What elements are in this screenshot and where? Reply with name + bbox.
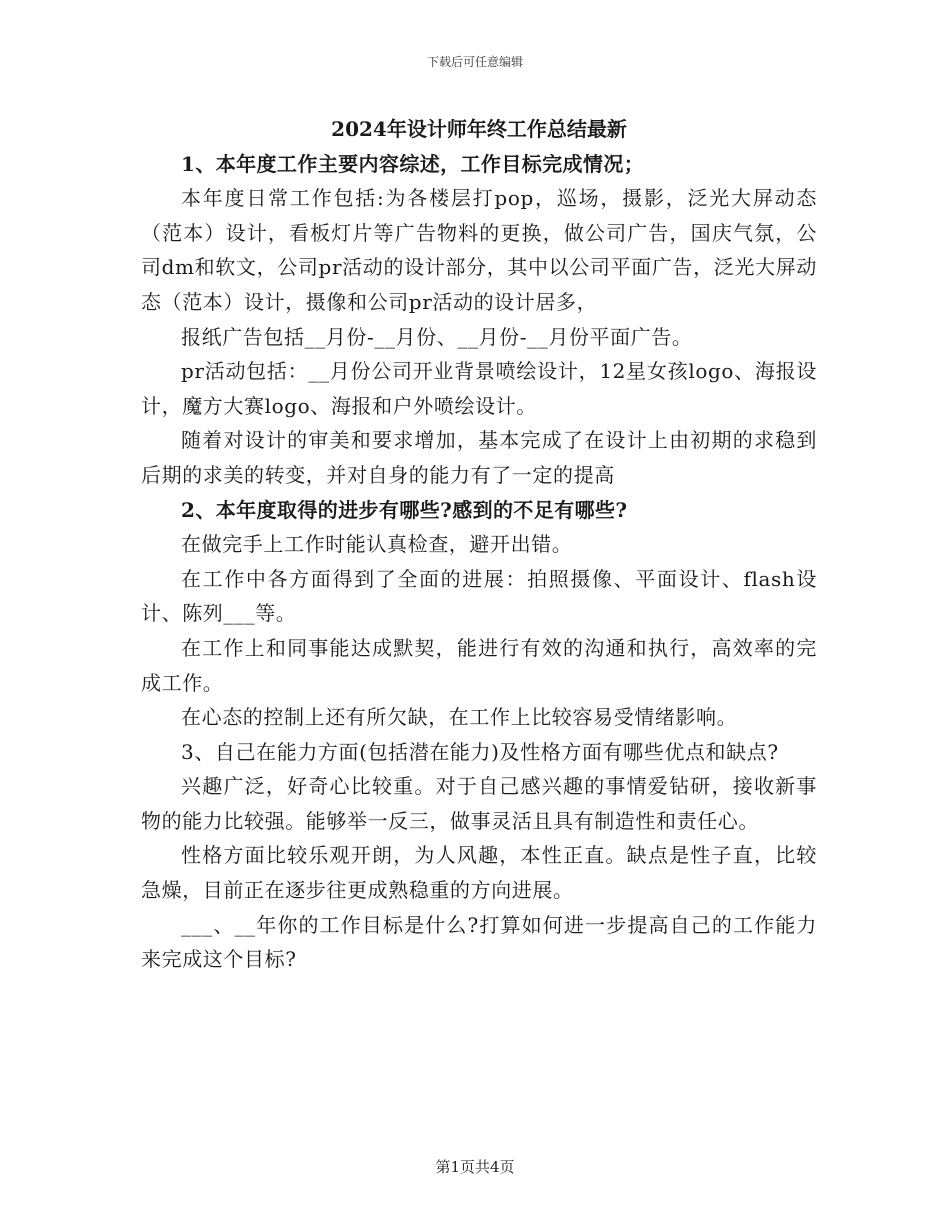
paragraph-pr-activities: pr活动包括：__月份公司开业背景喷绘设计，12星女孩logo、海报设计，魔方大赛logo、海报和户外喷绘设计。 — [141, 359, 817, 418]
paragraph-shortcoming: 在心态的控制上还有所欠缺，在工作上比较容易受情绪影响。 — [181, 705, 738, 730]
paragraph-teamwork: 在工作上和同事能达成默契，能进行有效的沟通和执行，高效率的完成工作。 — [141, 635, 817, 695]
paragraph-design-improvement: 随着对设计的审美和要求增加，基本完成了在设计上由初期的求稳到后期的求美的转变，并对自身的能力有了一定的提高 — [141, 428, 817, 487]
paragraph-all-round-progress: 在工作中各方面得到了全面的进展：拍照摄像、平面设计、flash设计、陈列___等。 — [141, 566, 817, 626]
paragraph-strengths: 兴趣广泛，好奇心比较重。对于自己感兴趣的事情爱钻研，接收新事物的能力比较强。能够举一反三，做事灵活且具有制造性和责任心。 — [141, 774, 817, 833]
paragraph-daily-work: 本年度日常工作包括:为各楼层打pop，巡场，摄影，泛光大屏动态（范本）设计，看板灯片等广告物料的更换，做公司广告，国庆气氛，公司dm和软文，公司pr活动的设计部分，其中以公司平面广告，泛光大屏动态（范本）设计，摄像和公司pr活动的设计居多， — [141, 186, 817, 314]
paragraph-newspaper-ads: 报纸广告包括__月份-__月份、__月份-__月份平面广告。 — [181, 324, 693, 349]
section-2-heading: 2、本年度取得的进步有哪些?感到的不足有哪些? — [181, 497, 628, 522]
paragraph-careful-check: 在做完手上工作时能认真检查，避开出错。 — [181, 532, 573, 557]
page-number: 第1页共4页 — [435, 1158, 515, 1176]
page-header-note: 下载后可任意编辑 — [426, 55, 523, 69]
paragraph-personality: 性格方面比较乐观开朗，为人风趣，本性正直。缺点是性子直，比较急燥，目前正在逐步往更成熟稳重的方向进展。 — [141, 843, 817, 903]
document-title: 2024年设计师年终工作总结最新 — [331, 117, 627, 141]
section-1-heading: 1、本年度工作主要内容综述，工作目标完成情况； — [181, 151, 645, 176]
paragraph-next-year-goals: ___、__年你的工作目标是什么?打算如何进一步提高自己的工作能力来完成这个目标? — [141, 912, 817, 972]
section-3-heading: 3、自己在能力方面(包括潜在能力)及性格方面有哪些优点和缺点? — [181, 739, 779, 764]
document-body — [141, 112, 817, 977]
